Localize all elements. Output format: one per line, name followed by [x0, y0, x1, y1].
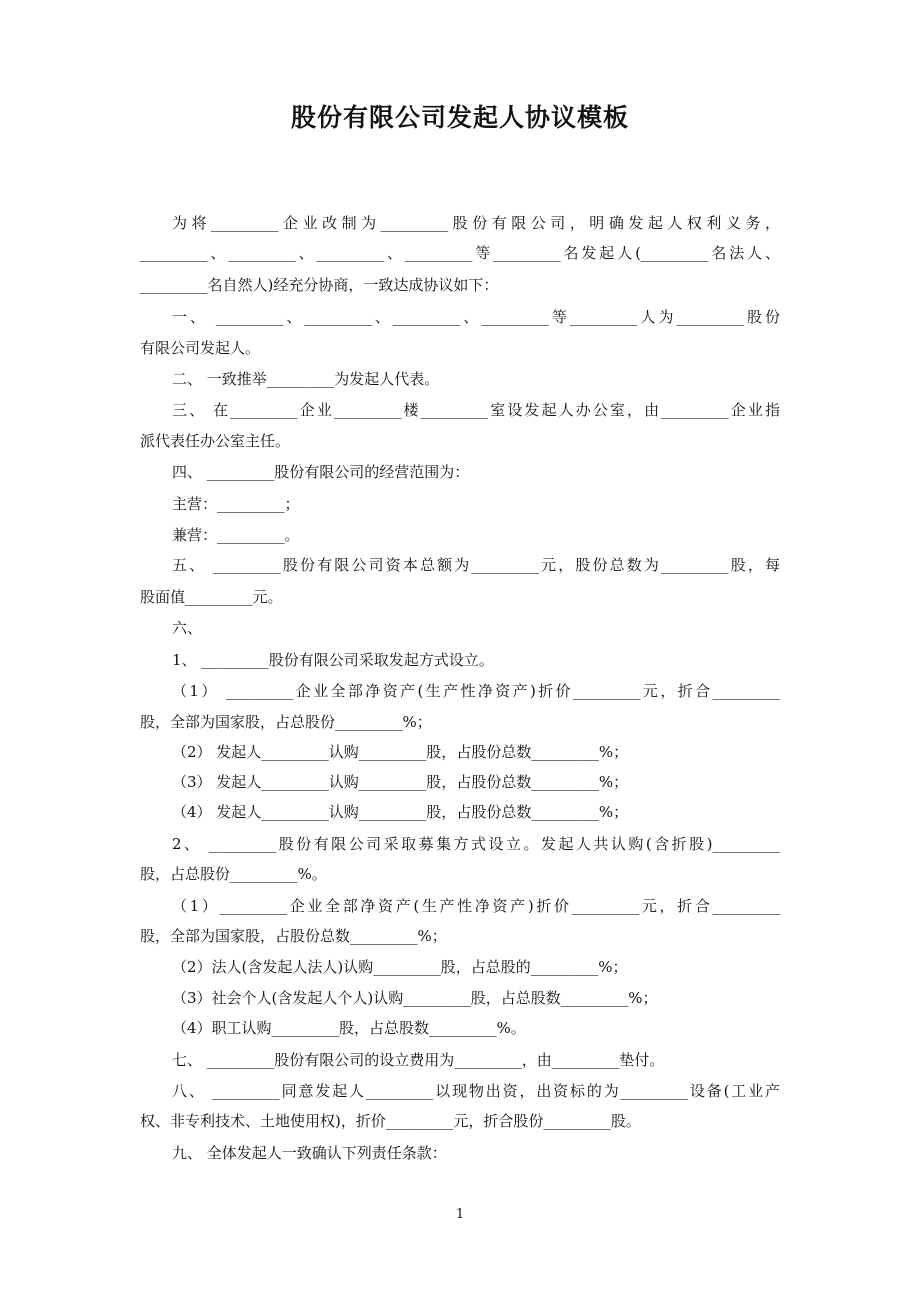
paragraph-line: 四、 _________股份有限公司的经营范围为： — [172, 463, 470, 481]
paragraph-line: 有限公司发起人。 — [140, 339, 261, 357]
paragraph-line: _________名自然人)经充分协商，一致达成协议如下： — [140, 276, 499, 294]
paragraph-line: 股，占总股份_________%。 — [140, 865, 327, 883]
paragraph-line: （3）社会个人(含发起人个人)认购_________股，占总股数_________%； — [172, 989, 658, 1007]
paragraph-line: 主营：_________； — [172, 495, 300, 513]
paragraph-line: （2） 发起人_________认购_________股，占股份总数_________%； — [172, 743, 629, 761]
paragraph-line: 一、 _________、_________、_________、_________等_________人为_________股份 — [172, 308, 780, 326]
paragraph-line: （4） 发起人_________认购_________股，占股份总数_________%； — [172, 803, 629, 821]
paragraph-line: 1、 _________股份有限公司采取发起方式设立。 — [172, 651, 494, 669]
paragraph-line: 三、 在_________企业_________楼_________室设发起人办公室，由_________企业指 — [172, 401, 780, 419]
paragraph-line: 五、 _________股份有限公司资本总额为_________元，股份总数为_________股，每 — [172, 556, 780, 574]
paragraph-line: 权、非专利技术、土地使用权)，折价_________元，折合股份_________股。 — [140, 1112, 641, 1130]
paragraph-line: 二、 一致推举_________为发起人代表。 — [172, 370, 440, 388]
paragraph-line: 六、 — [172, 619, 203, 637]
paragraph-line: 股面值_________元。 — [140, 588, 283, 606]
paragraph-line: 九、 全体发起人一致确认下列责任条款： — [172, 1144, 447, 1162]
paragraph-line: 为将_________企业改制为_________股份有限公司，明确发起人权利义务， — [172, 214, 780, 232]
paragraph-line: 八、 _________同意发起人_________以现物出资，出资标的为_________设备(工业产 — [172, 1082, 780, 1100]
paragraph-line: （3） 发起人_________认购_________股，占股份总数_________%； — [172, 773, 629, 791]
paragraph-line: 派代表任办公室主任。 — [140, 432, 291, 450]
paragraph-line: （1） _________企业全部净资产(生产性净资产)折价_________元，折合_________ — [172, 682, 780, 700]
page-number: 1 — [455, 1207, 465, 1222]
paragraph-line: （2）法人(含发起人法人)认购_________股，占总股的_________%； — [172, 958, 628, 976]
paragraph-line: 股，全部为国家股，占股份总数_________%； — [140, 927, 447, 945]
paragraph-line: 股，全部为国家股，占总股份_________%； — [140, 713, 432, 731]
paragraph-line: 兼营：_________。 — [172, 526, 300, 544]
paragraph-line: 七、 _________股份有限公司的设立费用为_________，由_________垫付。 — [172, 1051, 665, 1069]
paragraph-line: 2、 _________股份有限公司采取募集方式设立。发起人共认购(含折股)_________ — [172, 835, 780, 853]
paragraph-line: _________、_________、_________、_________等_________名发起人(_________名法人、 — [140, 244, 780, 262]
paragraph-line: （4）职工认购_________股，占总股数_________%。 — [172, 1019, 526, 1037]
document-title: 股份有限公司发起人协议模板 — [290, 103, 629, 132]
paragraph-line: （1）_________企业全部净资产(生产性净资产)折价_________元，折合_________ — [172, 897, 780, 915]
